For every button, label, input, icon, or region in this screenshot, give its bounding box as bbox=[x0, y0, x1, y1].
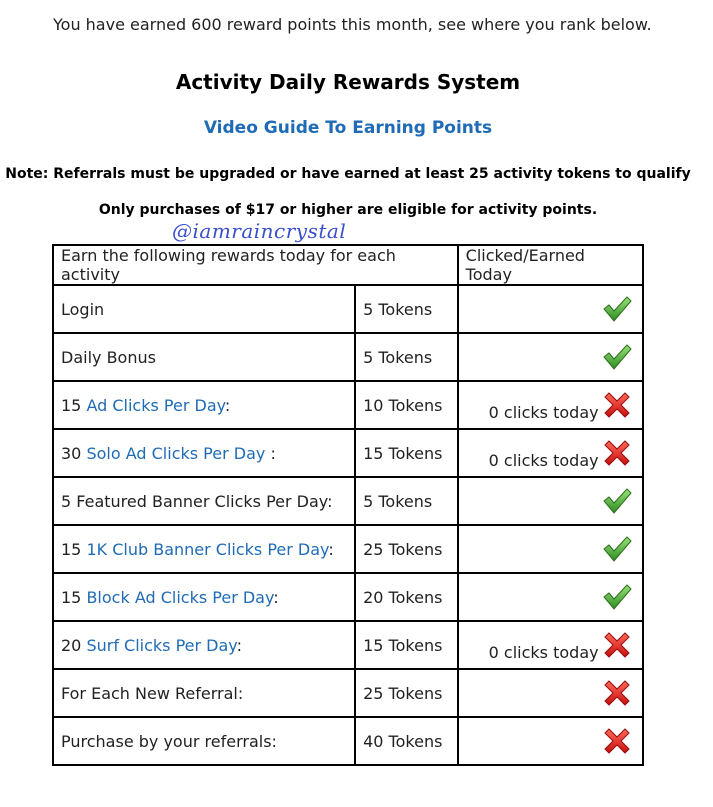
tokens-cell: 10 Tokens bbox=[355, 381, 458, 429]
status-cell bbox=[458, 669, 643, 717]
activity-cell bbox=[53, 381, 355, 429]
activity-cell bbox=[53, 525, 355, 573]
tokens-cell: 25 Tokens bbox=[355, 669, 458, 717]
tokens-cell: 5 Tokens bbox=[355, 285, 458, 333]
header-activity: Earn the following rewards today for each activity bbox=[53, 245, 458, 285]
activity-label: : bbox=[224, 395, 231, 415]
activity-label: : bbox=[265, 443, 276, 463]
referral-note: Note: Referrals must be upgraded or have earned at least 25 activity tokens to qualify bbox=[5, 166, 691, 182]
clicks-today-text: 0 clicks today bbox=[488, 403, 599, 422]
table-row bbox=[53, 477, 643, 525]
table-row bbox=[53, 525, 643, 573]
cross-icon bbox=[602, 630, 632, 660]
activity-label: Purchase by your referrals: bbox=[61, 731, 277, 751]
status-cell bbox=[458, 525, 643, 573]
activity-cell bbox=[53, 621, 355, 669]
table-row bbox=[53, 429, 643, 477]
video-guide-link[interactable]: Video Guide To Earning Points bbox=[203, 118, 493, 138]
activity-cell bbox=[53, 669, 355, 717]
status-cell bbox=[458, 573, 643, 621]
activity-cell bbox=[53, 429, 355, 477]
activity-label: Daily Bonus bbox=[61, 347, 156, 367]
activity-link[interactable]: Ad Clicks Per Day bbox=[86, 395, 225, 415]
status-cell bbox=[458, 381, 643, 429]
table-row bbox=[53, 333, 643, 381]
intro-text: You have earned 600 reward points this month, see where you rank below. bbox=[53, 15, 652, 34]
activity-cell bbox=[53, 477, 355, 525]
table-row bbox=[53, 621, 643, 669]
activity-prefix: 15 bbox=[61, 539, 87, 559]
rewards-table bbox=[52, 244, 644, 766]
watermark: @iamraincrystal bbox=[172, 219, 347, 243]
table-row bbox=[53, 285, 643, 333]
activity-label: Login bbox=[61, 299, 105, 319]
tokens-cell: 15 Tokens bbox=[355, 429, 458, 477]
check-icon bbox=[602, 582, 632, 612]
cross-icon bbox=[602, 438, 632, 468]
activity-link[interactable]: Surf Clicks Per Day bbox=[86, 635, 237, 655]
activity-label: : bbox=[236, 635, 242, 655]
activity-link[interactable]: Block Ad Clicks Per Day bbox=[86, 587, 274, 607]
cross-icon bbox=[602, 726, 632, 756]
table-row bbox=[53, 573, 643, 621]
check-icon bbox=[602, 342, 632, 372]
clicks-today-text: 0 clicks today bbox=[488, 451, 599, 470]
tokens-cell: 25 Tokens bbox=[355, 525, 458, 573]
activity-label: : bbox=[328, 539, 334, 559]
status-cell bbox=[458, 285, 643, 333]
activity-prefix: 20 bbox=[61, 635, 87, 655]
status-cell bbox=[458, 621, 643, 669]
activity-prefix: 15 bbox=[61, 395, 87, 415]
activity-prefix: 30 bbox=[61, 443, 87, 463]
status-cell bbox=[458, 477, 643, 525]
check-icon bbox=[602, 294, 632, 324]
cross-icon bbox=[602, 678, 632, 708]
status-cell bbox=[458, 717, 643, 765]
check-icon bbox=[602, 534, 632, 564]
activity-prefix: 15 bbox=[61, 587, 87, 607]
status-cell bbox=[458, 429, 643, 477]
cross-icon bbox=[602, 390, 632, 420]
table-row bbox=[53, 669, 643, 717]
check-icon bbox=[602, 486, 632, 516]
tokens-cell: 40 Tokens bbox=[355, 717, 458, 765]
activity-link[interactable]: Solo Ad Clicks Per Day bbox=[86, 443, 266, 463]
activity-label: 5 Featured Banner Clicks Per Day: bbox=[61, 491, 333, 511]
clicks-today-text: 0 clicks today bbox=[488, 643, 599, 662]
status-cell bbox=[458, 333, 643, 381]
activity-cell bbox=[53, 573, 355, 621]
table-row bbox=[53, 381, 643, 429]
purchase-note: Only purchases of $17 or higher are eligible for activity points. bbox=[98, 202, 598, 218]
activity-cell bbox=[53, 717, 355, 765]
activity-cell bbox=[53, 285, 355, 333]
tokens-cell: 5 Tokens bbox=[355, 477, 458, 525]
page-title: Activity Daily Rewards System bbox=[175, 70, 521, 94]
activity-label: For Each New Referral: bbox=[61, 683, 244, 703]
header-status: Clicked/Earned Today bbox=[458, 245, 643, 285]
table-row bbox=[53, 717, 643, 765]
activity-cell bbox=[53, 333, 355, 381]
activity-label: : bbox=[273, 587, 279, 607]
tokens-cell: 15 Tokens bbox=[355, 621, 458, 669]
tokens-cell: 20 Tokens bbox=[355, 573, 458, 621]
tokens-cell: 5 Tokens bbox=[355, 333, 458, 381]
activity-link[interactable]: 1K Club Banner Clicks Per Day bbox=[86, 539, 329, 559]
